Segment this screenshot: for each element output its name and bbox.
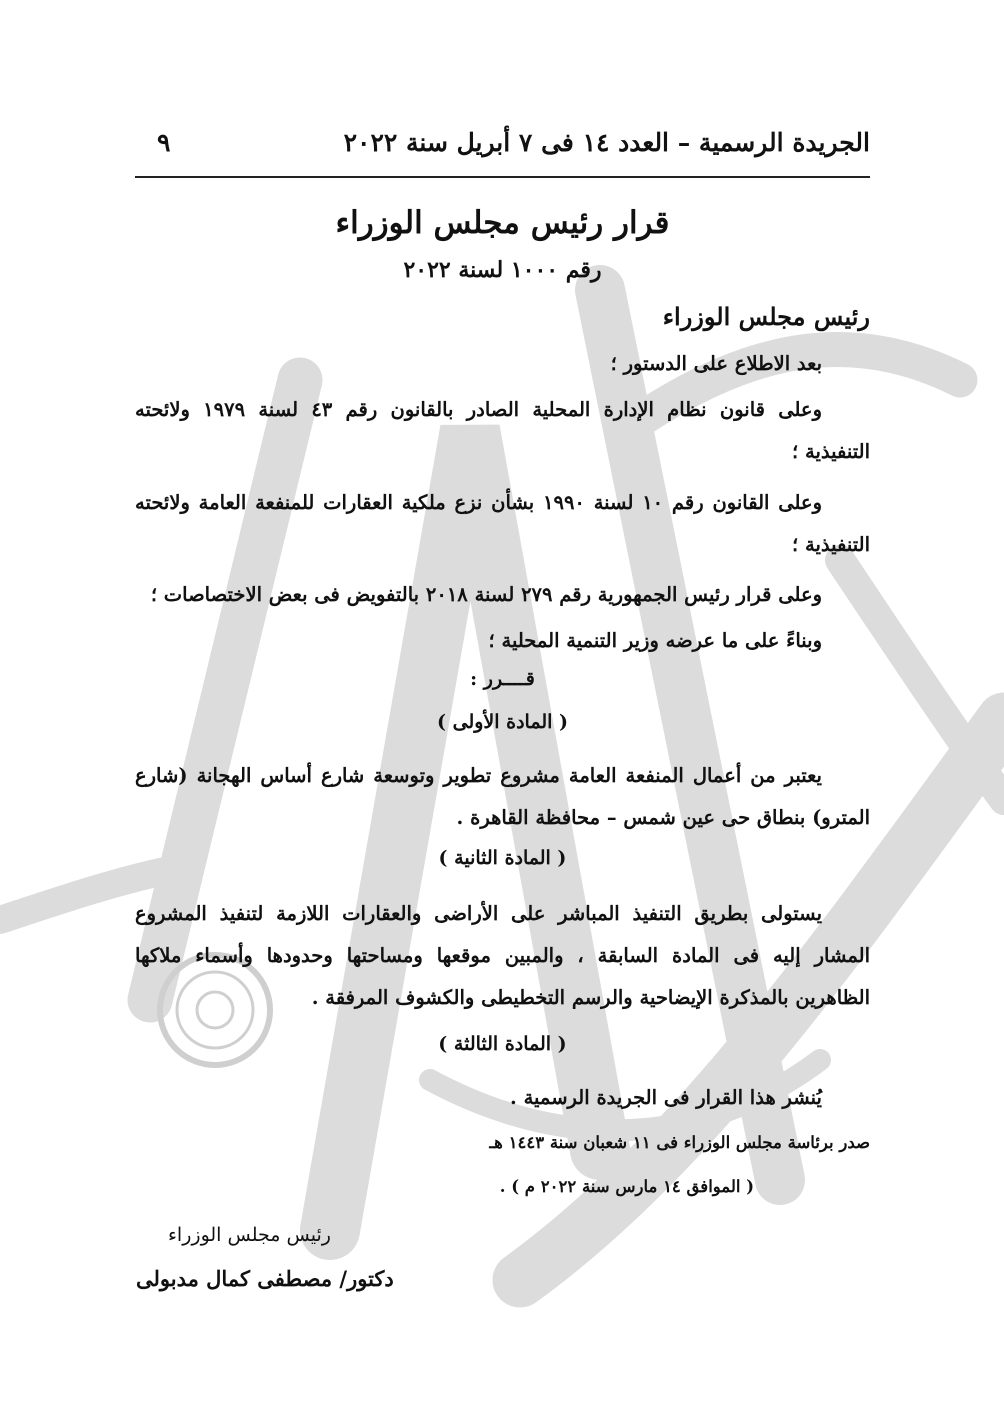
preamble-presidential-decree: وعلى قرار رئيس الجمهورية رقم ٢٧٩ لسنة ٢٠١٨ بالتفويض فى بعض الاختصاصات ؛: [150, 583, 822, 606]
signature-name: دكتور/ مصطفى كمال مدبولى: [136, 1266, 394, 1291]
issuer-heading: رئيس مجلس الوزراء: [662, 302, 870, 331]
preamble-minister-proposal: وبناءً على ما عرضه وزير التنمية المحلية ؛: [488, 629, 822, 652]
decree-title: قرار رئيس مجلس الوزراء: [335, 205, 670, 241]
issued-date-gregorian: ( الموافق ١٤ مارس سنة ٢٠٢٢ م ) .: [499, 1177, 754, 1196]
article-2-heading: ( المادة الثانية ): [438, 847, 567, 869]
decided-heading: قــــرر :: [470, 668, 535, 690]
article-1-heading: ( المادة الأولى ): [437, 711, 568, 733]
page-number: ٩: [157, 128, 171, 157]
decree-number: رقم ١٠٠٠ لسنة ٢٠٢٢: [403, 257, 602, 283]
gazette-header-title: الجريدة الرسمية – العدد ١٤ فى ٧ أبريل سنة ٢٠٢٢: [343, 128, 870, 157]
preamble-constitution: بعد الاطلاع على الدستور ؛: [610, 352, 822, 375]
issued-date-hijri: صدر برئاسة مجلس الوزراء فى ١١ شعبان سنة ١٤٤٣ هـ: [489, 1133, 870, 1152]
preamble-expropriation-law: وعلى القانون رقم ١٠ لسنة ١٩٩٠ بشأن نزع ملكية العقارات للمنفعة العامة ولائحته التنفيذية ؛: [135, 491, 870, 556]
page-header: [135, 128, 870, 168]
header-divider: [135, 176, 870, 178]
article-2-text: يستولى بطريق التنفيذ المباشر على الأراضى والعقارات اللازمة لتنفيذ المشروع المشار إليه فى المادة السابقة ، والمبين موقعها ومساحتها وحدودها وأسماء ملاكها الظاهرين بالمذكرة الإيضاحية والرسم التخطيطى والكشوف المرفقة .: [135, 902, 870, 1009]
article-1-text: يعتبر من أعمال المنفعة العامة مشروع تطوير وتوسعة شارع أساس الهجانة (شارع المترو) بنطاق حى عين شمس – محافظة القاهرة .: [135, 764, 870, 829]
article-3-text: يُنشر هذا القرار فى الجريدة الرسمية .: [510, 1086, 822, 1109]
preamble-local-admin-law: وعلى قانون نظام الإدارة المحلية الصادر بالقانون رقم ٤٣ لسنة ١٩٧٩ ولائحته التنفيذية ؛: [135, 398, 870, 463]
article-3-heading: ( المادة الثالثة ): [438, 1033, 567, 1055]
signature-role: رئيس مجلس الوزراء: [168, 1224, 331, 1246]
